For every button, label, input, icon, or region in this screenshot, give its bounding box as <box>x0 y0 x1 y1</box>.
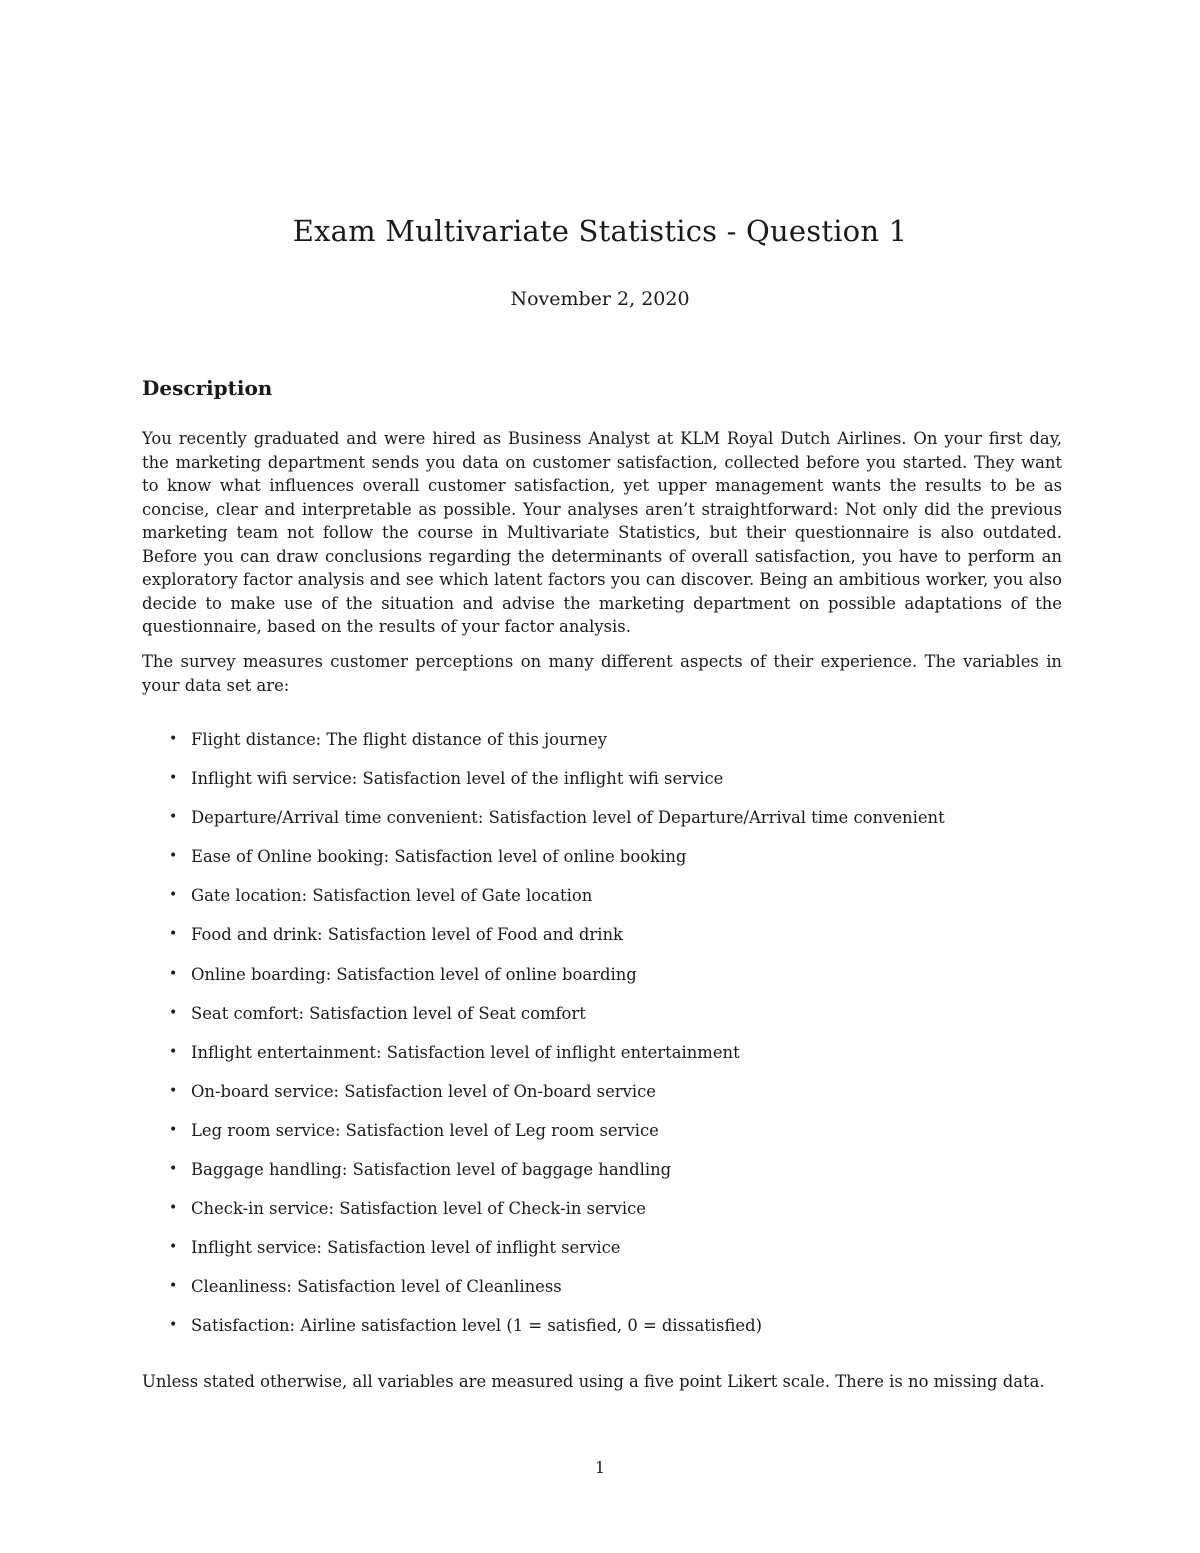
variable-list <box>142 728 1062 1354</box>
bullet-icon: • <box>169 731 178 747</box>
list-item <box>142 884 1062 923</box>
list-item <box>142 1080 1062 1119</box>
variable-text: Departure/Arrival time convenient: Satisfaction level of Departure/Arrival time convenient <box>191 808 945 828</box>
section-heading-description: Description <box>142 376 273 400</box>
list-item <box>142 806 1062 845</box>
variable-text: Seat comfort: Satisfaction level of Seat comfort <box>191 1003 586 1023</box>
bullet-icon: • <box>169 1004 178 1021</box>
bullet-icon: • <box>169 1043 178 1060</box>
list-item <box>142 1275 1062 1314</box>
variable-text: Inflight wifi service: Satisfaction level of the inflight wifi service <box>191 769 724 789</box>
list-item <box>142 728 1062 767</box>
variable-text: Leg room service: Satisfaction level of Leg room service <box>191 1120 659 1140</box>
list-item <box>142 963 1062 1002</box>
bullet-icon: • <box>169 965 178 982</box>
list-item <box>142 1119 1062 1158</box>
variable-text: Check-in service: Satisfaction level of Check-in service <box>191 1199 646 1219</box>
variable-text: Gate location: Satisfaction level of Gate location <box>191 886 593 906</box>
list-item <box>142 767 1062 806</box>
variable-text: Cleanliness: Satisfaction level of Cleanliness <box>191 1277 562 1297</box>
bullet-icon: • <box>169 1200 178 1217</box>
bullet-icon: • <box>169 1278 178 1295</box>
variable-text: Inflight entertainment: Satisfaction level of inflight entertainment <box>191 1042 740 1062</box>
variable-text: Ease of Online booking: Satisfaction level of online booking <box>191 847 687 867</box>
bullet-icon: • <box>169 1121 178 1138</box>
variable-text: Online boarding: Satisfaction level of online boarding <box>191 964 637 984</box>
document-title: Exam Multivariate Statistics - Question 1 <box>292 214 908 248</box>
bullet-icon: • <box>169 887 178 904</box>
variable-text: Satisfaction: Airline satisfaction level (1 = satisfied, 0 = dissatisfied) <box>191 1316 762 1336</box>
list-item <box>142 1197 1062 1236</box>
variable-text: Food and drink: Satisfaction level of Food and drink <box>191 925 623 945</box>
variable-text: On-board service: Satisfaction level of On-board service <box>191 1081 657 1101</box>
variable-text: Baggage handling: Satisfaction level of baggage handling <box>191 1160 672 1180</box>
list-item <box>142 845 1062 884</box>
bullet-icon: • <box>169 1082 178 1099</box>
bullet-icon: • <box>169 1161 178 1178</box>
list-item <box>142 923 1062 962</box>
bullet-icon: • <box>169 1317 178 1334</box>
document-date: November 2, 2020 <box>510 288 690 310</box>
variable-text: Inflight service: Satisfaction level of inflight service <box>191 1238 621 1258</box>
variable-text: Flight distance: The flight distance of this journey <box>191 730 607 749</box>
variables-intro-paragraph: The survey measures customer perceptions on many different aspects of their experience. The variables in your data set are: <box>142 652 1062 695</box>
closing-paragraph: Unless stated otherwise, all variables are measured using a five point Likert scale. There is no missing data. <box>142 1372 1045 1391</box>
bullet-icon: • <box>169 770 178 787</box>
list-item <box>142 1236 1062 1275</box>
list-item <box>142 1002 1062 1041</box>
list-item <box>142 1041 1062 1080</box>
bullet-icon: • <box>169 1239 178 1256</box>
bullet-icon: • <box>169 926 178 943</box>
bullet-icon: • <box>169 848 178 865</box>
list-item <box>142 1314 1062 1353</box>
description-paragraph: You recently graduated and were hired as Business Analyst at KLM Royal Dutch Airlines. On your first day, the marketing department sends you data on customer satisfaction, collected before you started. They want to know what influences overall customer satisfaction, yet upper management wants the results to be as concise, clear and interpretable as possible. Your analyses aren’t straightforward: Not only did the previous marketing team not follow the course in Multivariate Statistics, but their questionnaire is also outdated. Before you can draw conclusions regarding the determinants of overall satisfaction, you have to perform an exploratory factor analysis and see which latent factors you can discover. Being an ambitious worker, you also decide to make use of the situation and advise the marketing department on possible adaptations of the questionnaire, based on the results of your factor analysis. <box>142 429 1062 636</box>
bullet-icon: • <box>169 809 178 826</box>
list-item <box>142 1158 1062 1197</box>
page-number: 1 <box>594 1458 606 1477</box>
